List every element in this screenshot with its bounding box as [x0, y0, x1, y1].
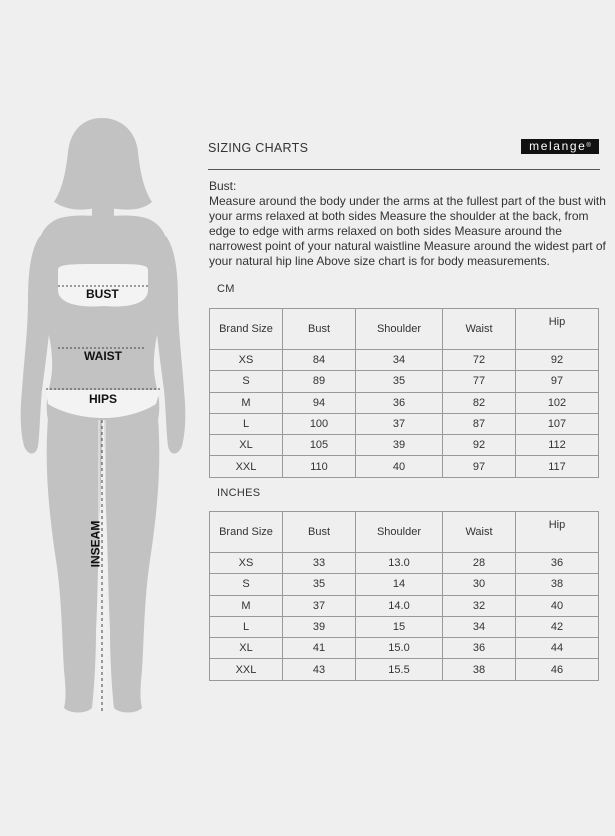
measurement-cell: 105: [283, 435, 356, 456]
table-row: [210, 413, 599, 434]
measurement-cell: 14: [356, 574, 443, 595]
column-header: Hip: [516, 512, 599, 553]
measurement-cell: 117: [516, 456, 599, 477]
measurement-cell: 40: [356, 456, 443, 477]
measurement-cell: 36: [516, 553, 599, 574]
measurement-cell: 87: [443, 413, 516, 434]
measurement-cell: 112: [516, 435, 599, 456]
measurement-cell: 41: [283, 638, 356, 659]
measurement-cell: 35: [283, 574, 356, 595]
inches-section-label: INCHES: [217, 487, 261, 499]
column-header: Brand Size: [210, 309, 283, 350]
table-row: [210, 371, 599, 392]
inseam-label: INSEAM: [88, 520, 103, 568]
table-row: [210, 638, 599, 659]
measurement-cell: 92: [516, 350, 599, 371]
measurement-cell: 39: [356, 435, 443, 456]
measurement-cell: 34: [443, 616, 516, 637]
brand-logo: [521, 139, 599, 154]
table-row: [210, 553, 599, 574]
bust-label: BUST: [86, 287, 119, 301]
measurement-cell: 44: [516, 638, 599, 659]
column-header: Waist: [443, 512, 516, 553]
measurement-cell: 92: [443, 435, 516, 456]
size-cell: XL: [210, 435, 283, 456]
measurement-cell: 43: [283, 659, 356, 680]
size-cell: XXL: [210, 456, 283, 477]
measurement-cell: 13.0: [356, 553, 443, 574]
measurement-cell: 46: [516, 659, 599, 680]
brand-name: melange: [529, 139, 587, 153]
measurement-cell: 35: [356, 371, 443, 392]
table-row: [210, 350, 599, 371]
measurement-cell: 14.0: [356, 595, 443, 616]
measurement-cell: 37: [283, 595, 356, 616]
table-header-row: [210, 309, 599, 350]
size-cell: XS: [210, 553, 283, 574]
table-row: [210, 574, 599, 595]
table-row: [210, 659, 599, 680]
registered-mark: ®: [586, 143, 591, 149]
waist-label: WAIST: [84, 349, 122, 363]
table-row: [210, 595, 599, 616]
measurement-cell: 38: [443, 659, 516, 680]
cm-size-table: [209, 308, 599, 478]
measurement-cell: 100: [283, 413, 356, 434]
measurement-cell: 82: [443, 392, 516, 413]
table-row: [210, 616, 599, 637]
measurement-cell: 89: [283, 371, 356, 392]
column-header: Hip: [516, 309, 599, 350]
column-header: Shoulder: [356, 309, 443, 350]
measurement-cell: 94: [283, 392, 356, 413]
column-header: Shoulder: [356, 512, 443, 553]
measurement-cell: 72: [443, 350, 516, 371]
size-cell: L: [210, 616, 283, 637]
column-header: Waist: [443, 309, 516, 350]
measurement-cell: 77: [443, 371, 516, 392]
size-cell: XXL: [210, 659, 283, 680]
column-header: Bust: [283, 309, 356, 350]
measurement-cell: 39: [283, 616, 356, 637]
measurement-cell: 15.0: [356, 638, 443, 659]
column-header: Brand Size: [210, 512, 283, 553]
measurement-cell: 97: [443, 456, 516, 477]
measurement-cell: 30: [443, 574, 516, 595]
measurement-cell: 33: [283, 553, 356, 574]
table-row: [210, 456, 599, 477]
body-figure: [0, 0, 200, 831]
instructions-body: Measure around the body under the arms at the fullest part of the bust with your arms relaxed at both sides Measure the shoulder at the back, from edge to edge with arms relaxed on both sides Measure around the narrowest point of your natural waistline Measure around the widest part of your natural hip line Above size chart is for body measurements.: [209, 194, 606, 268]
cm-section-label: CM: [217, 283, 235, 295]
measurement-cell: 34: [356, 350, 443, 371]
measurement-cell: 102: [516, 392, 599, 413]
measurement-instructions: [209, 179, 607, 269]
measurement-cell: 107: [516, 413, 599, 434]
measurement-cell: 40: [516, 595, 599, 616]
measurement-cell: 37: [356, 413, 443, 434]
measurement-cell: 36: [356, 392, 443, 413]
table-row: [210, 435, 599, 456]
measurement-cell: 38: [516, 574, 599, 595]
measurement-cell: 84: [283, 350, 356, 371]
inches-size-table: [209, 511, 599, 681]
column-header: Bust: [283, 512, 356, 553]
table-header-row: [210, 512, 599, 553]
size-cell: L: [210, 413, 283, 434]
measurement-cell: 42: [516, 616, 599, 637]
hips-label: HIPS: [89, 392, 118, 406]
measurement-cell: 15: [356, 616, 443, 637]
measurement-cell: 32: [443, 595, 516, 616]
header-divider: [208, 169, 600, 170]
measurement-cell: 28: [443, 553, 516, 574]
measurement-cell: 36: [443, 638, 516, 659]
size-cell: M: [210, 392, 283, 413]
size-cell: XL: [210, 638, 283, 659]
table-row: [210, 392, 599, 413]
measurement-cell: 97: [516, 371, 599, 392]
page-title: SIZING CHARTS: [208, 141, 309, 155]
size-cell: S: [210, 371, 283, 392]
size-cell: XS: [210, 350, 283, 371]
instructions-heading: Bust:: [209, 179, 237, 193]
size-cell: S: [210, 574, 283, 595]
measurement-cell: 15.5: [356, 659, 443, 680]
body-silhouette: [0, 0, 200, 831]
size-cell: M: [210, 595, 283, 616]
measurement-cell: 110: [283, 456, 356, 477]
